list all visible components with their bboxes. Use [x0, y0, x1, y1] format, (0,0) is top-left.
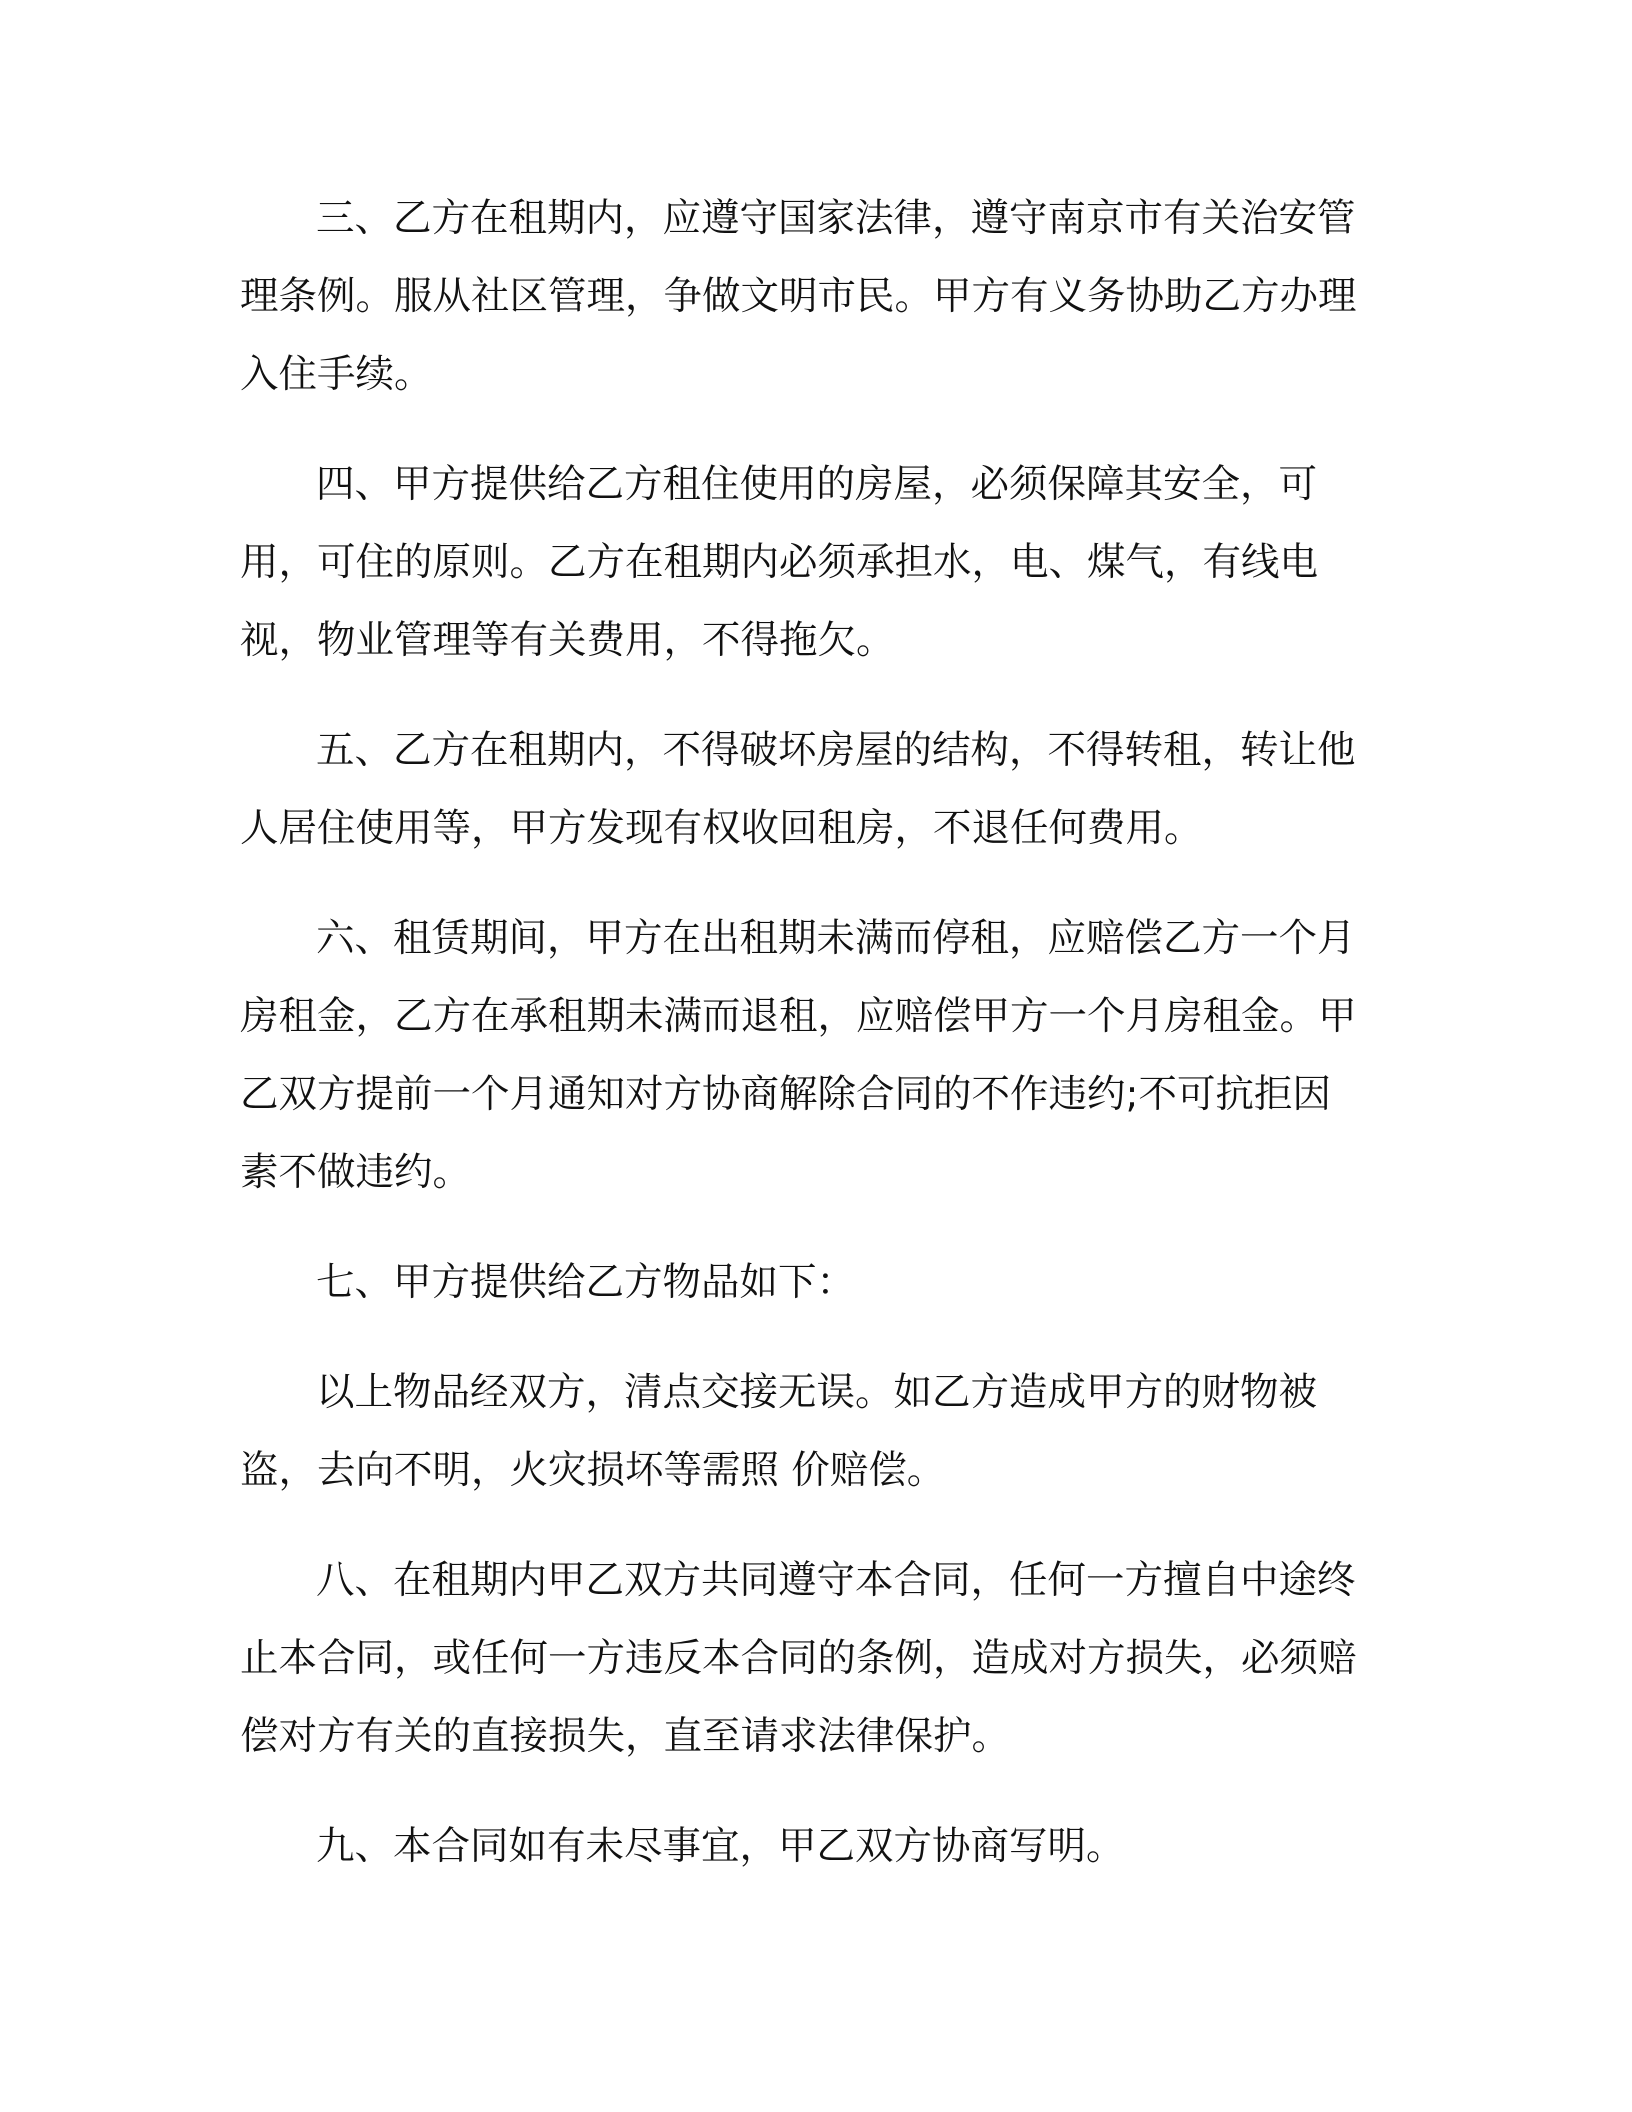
- items-note-paragraph: 以上物品经双方，清点交接无误。如乙方造成甲方的财物被盗，去向不明，火灾损坏等需照 价赔偿。: [240, 1370, 1318, 1493]
- clause-4-paragraph: 四、甲方提供给乙方租住使用的房屋，必须保障其安全，可用，可住的原则。乙方在租期内必须承担水，电、煤气，有线电视，物业管理等有关费用，不得拖欠。: [240, 462, 1319, 663]
- clause-6-paragraph: 六、租赁期间，甲方在出租期未满而停租，应赔偿乙方一个月房租金，乙方在承租期未满而退租，应赔偿甲方一个月房租金。甲乙双方提前一个月通知对方协商解除合同的不作违约;不可抗拒因素不做违约。: [240, 916, 1357, 1195]
- clause-9-paragraph: 九、本合同如有未尽事宜，甲乙双方协商写明。: [316, 1824, 1125, 1869]
- document-body: [240, 180, 1364, 1918]
- clause-8-paragraph: 八、在租期内甲乙双方共同遵守本合同，任何一方擅自中途终止本合同，或任何一方违反本合同的条例，造成对方损失，必须赔偿对方有关的直接损失，直至请求法律保护。: [240, 1558, 1357, 1759]
- clause-3-paragraph: 三、乙方在租期内，应遵守国家法律，遵守南京市有关治安管理条例。服从社区管理，争做文明市民。甲方有义务协助乙方办理入住手续。: [240, 196, 1357, 397]
- clause-5-paragraph: 五、乙方在租期内，不得破坏房屋的结构，不得转租，转让他人居住使用等，甲方发现有权收回租房，不退任何费用。: [240, 728, 1356, 851]
- clause-7-paragraph: 七、甲方提供给乙方物品如下：: [316, 1260, 856, 1305]
